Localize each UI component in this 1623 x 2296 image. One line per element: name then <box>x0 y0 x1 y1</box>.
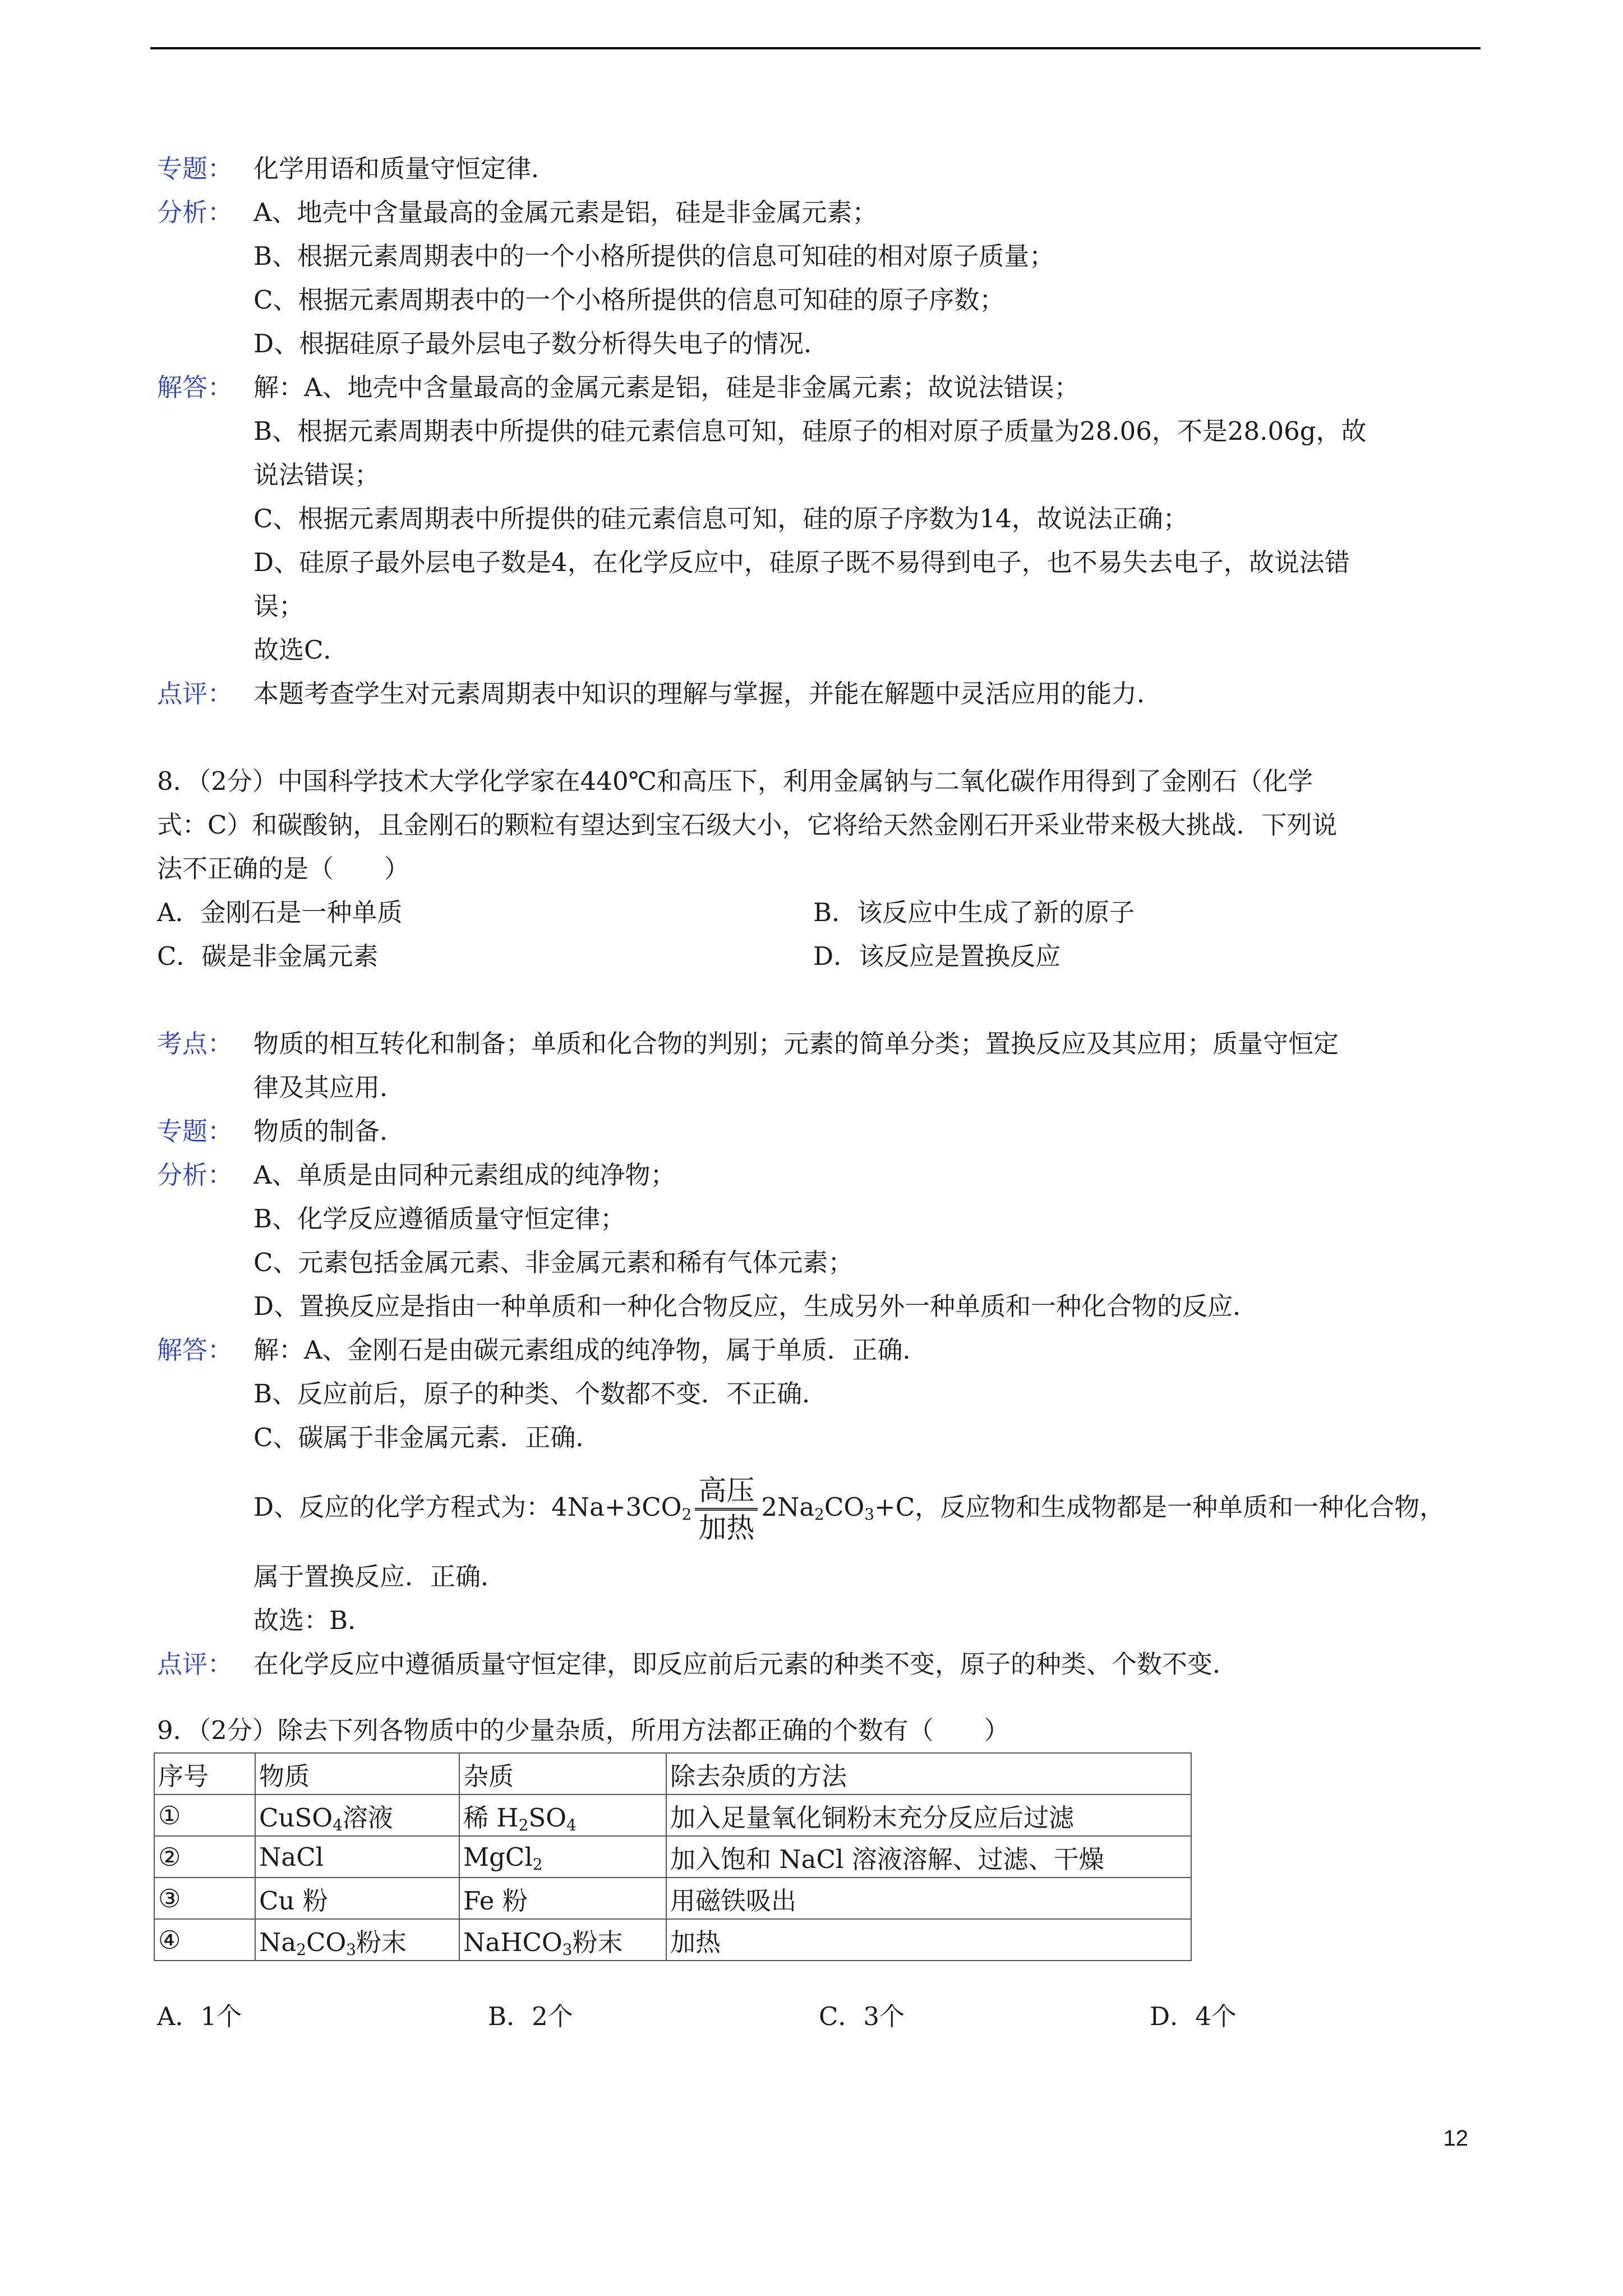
q7-jieda-1: 解答： 解：A、地壳中含量最高的金属元素是铝，硅是非金属元素；故说法错误； <box>157 366 1481 409</box>
table-row: ④ $Na_2CO_3$粉末 NaHCO$_3$粉末 加热 <box>154 1919 1191 1961</box>
q8-options-row1 <box>157 891 1481 935</box>
q8-options-row2 <box>157 935 1481 978</box>
q8-dianping: 点评： 在化学反应中遵循质量守恒定律，即反应前后元素的种类不变，原子的种类、个数不变． <box>157 1649 1238 1679</box>
q7-fenxi-1: 分析： A、地壳中含量最高的金属元素是铝，硅是非金属元素； <box>157 191 1481 234</box>
q8-stem-3: 法不正确的是（ ） <box>157 854 410 884</box>
table-row: ① CuSO$_4$溶液 稀 $H_2SO_4$ 加入足量氧化铜粉末充分反应后过滤 <box>154 1795 1191 1836</box>
label-dianping: 点评： <box>157 679 233 708</box>
page-number: 12 <box>1443 2126 1468 2151</box>
q8-option-b: B．该反应中生成了新的原子 <box>813 898 1135 927</box>
q7-dianping: 点评： 本题考查学生对元素周期表中知识的理解与掌握，并能在解题中灵活应用的能力． <box>157 672 1481 716</box>
q9-options <box>157 1995 1481 2039</box>
table-header-row: 序号 物质 杂质 除去杂质的方法 <box>154 1753 1191 1795</box>
q8-jieda: 解答： 解：A、金刚石是由碳元素组成的纯净物，属于单质．正确． <box>157 1335 928 1365</box>
chemical-equation: D、反应的化学方程式为：$4Na+3CO_2$ 高压 加热 $2Na_2CO_3+C$，反应物和生成物都是一种单质和一种化合物， <box>253 1474 1445 1544</box>
page-content: 专题： 化学用语和质量守恒定律． 分析： A、地壳中含量最高的金属元素是铝，硅是非金属元素； B、根据元素周期表中的一个小格所提供的信息可知硅的相对原子质量； C、根据元素周期表中的一个小格所提供的信息可知硅的原子序数； D、根据硅原子最外层电子数分析得失电子的情况． 解答： 解：A、地壳中含量最高的金属元素是铝，硅是非金属元素；故说法错误； B、根据元素周期表中所提供的硅元素信息可知，硅原子的相对原子质量为28.06，不是28.06g，故 说法错误； C、根据元素周期表中所提供的硅元素信息可知，硅的原子序数为14，故说法正确； D、硅原子最外层电子数是4，在化学反应中，硅原子既不易得到电子，也不易失去电子，故说法错 误； 故选C． 点评： 本题考查学生对元素周期表中知识的理解与掌握，并能在解题中灵活应用的能力． 8．（2分）中国科学技术大学化学家在440℃和高压下，利用金属钠与二氧化碳作用得到了金刚石（化学 式：C）和碳酸钠，且金刚石的颗粒有望达到宝石级大小，它将给天然金刚石开采业带来极大挑战．下列说 法不正确的是（ ） A．金刚石是一种单质 B．该反应中生成了新的原子 C．碳是非金属元素 D．该反应是置换反应 考点： 物质的相互转化和制备；单质和化合物的判别；元素的简单分类；置换反应及其应用；质量守恒定 律及其应用． 专题： 物质的制备． 分析： A、单质是由同种元素组成的纯净物； B、化学反应遵循质量守恒定律； C、元素包括金属元素、非金属元素和稀有气体元素； D、置换反应是指由一种单质和一种化合物反应，生成另外一种单质和一种化合物的反应． 解答： 解：A、金刚石是由碳元素组成的纯净物，属于单质．正确． B、反应前后，原子的种类、个数都不变．不正确． C、碳属于非金属元素．正确． D、反应的化学方程式为：$4Na+3CO_2$ 高压 加热 $2Na_2CO_3+C$，反应物和生成物都是一种单质和一种化合物， 属于置换反应．正确． 故选：B． 点评： 在化学反应中遵循质量守恒定律，即反应前后元素的种类不变，原子的种类、个数不变． 9．（2分）除去下列各物质中的少量杂质，所用方法都正确的个数有（ ） 序号 物质 杂质 除去杂质的方法 ① CuSO$_4$溶液 稀 $H_2SO_4$ 加入足量氧化铜粉末充分反应后过滤 ② NaCl MgCl$_2$ 加入饱和 NaCl 溶液溶解、过滤、干燥 ③ Cu 粉 Fe 粉 用磁铁吸出 ④ $Na_2CO_3$粉末 NaHCO$_3$粉末 加热 A．1个 B．2个 C．3个 D．4个 <box>157 147 1481 2039</box>
q8-stem-1: 8．（2分）中国科学技术大学化学家在440℃和高压下，利用金属钠与二氧化碳作用得到了金刚石（化学 <box>157 766 1313 796</box>
reaction-condition: 高压 加热 <box>695 1473 758 1545</box>
q8-option-a: A．金刚石是一种单质 <box>157 898 403 927</box>
label-kaodian: 考点： <box>157 1029 233 1059</box>
q9-option-d: D．4个 <box>1150 2001 1237 2031</box>
q9-option-c: C．3个 <box>819 2001 905 2031</box>
q9-stem: 9．（2分）除去下列各物质中的少量杂质，所用方法都正确的个数有（ ） <box>157 1715 1009 1745</box>
q8-equation-line <box>157 1460 1481 1555</box>
table-row: ② NaCl MgCl$_2$ 加入饱和 NaCl 溶液溶解、过滤、干燥 <box>154 1836 1191 1878</box>
impurity-table <box>154 1752 1192 1961</box>
header-rule <box>150 47 1481 49</box>
q9-option-b: B．2个 <box>488 2001 573 2031</box>
q8-fenxi: 分析： A、单质是由同种元素组成的纯净物； <box>157 1160 676 1190</box>
label-jieda: 解答： <box>157 372 233 402</box>
label-fenxi: 分析： <box>157 197 233 227</box>
q8-kaodian: 考点： 物质的相互转化和制备；单质和化合物的判别；元素的简单分类；置换反应及其应用；质量守恒定 <box>157 1022 1481 1066</box>
q7-zhuanti: 专题： 化学用语和质量守恒定律． <box>157 147 1481 191</box>
q8-zhuanti: 专题： 物质的制备． <box>157 1116 405 1146</box>
q8-stem-2: 式：C）和碳酸钠，且金刚石的颗粒有望达到宝石级大小，它将给天然金刚石开采业带来极大挑战．下列说 <box>157 810 1338 840</box>
label-zhuanti: 专题： <box>157 154 233 183</box>
q8-option-d: D．该反应是置换反应 <box>813 941 1061 971</box>
q9-option-a: A．1个 <box>157 2001 242 2031</box>
table-row: ③ Cu 粉 Fe 粉 用磁铁吸出 <box>154 1878 1191 1919</box>
q8-option-c: C．碳是非金属元素 <box>157 941 379 971</box>
